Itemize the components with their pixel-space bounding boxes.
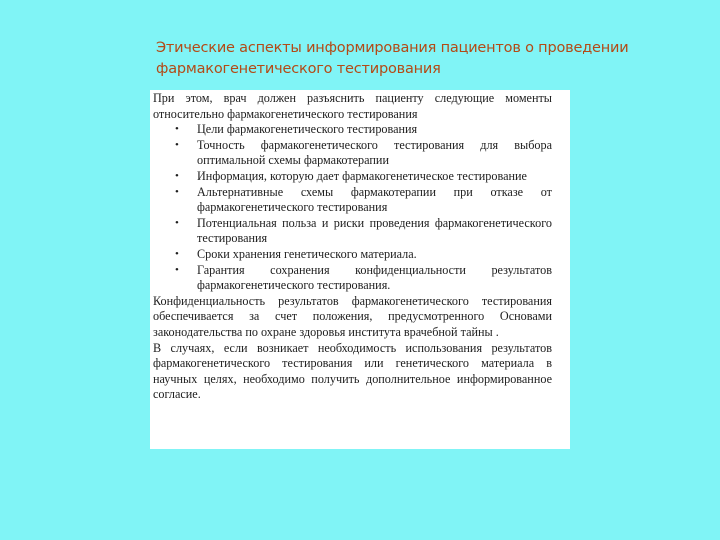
- list-item: [153, 185, 552, 216]
- list-item-text: Гарантия сохранения конфиденциальности результатов фармакогенетического тестирования.: [197, 262, 552, 293]
- slide-title: Этические аспекты информирования пациентов о проведении фармакогенетического тестирования: [156, 40, 629, 77]
- list-item-text: Потенциальная польза и риски проведения фармакогенетического тестирования: [197, 215, 552, 246]
- list-item: [153, 169, 552, 185]
- bullet-icon: •: [175, 138, 179, 151]
- list-item-text: Точность фармакогенетического тестирования для выбора оптимальной схемы фармакотерапии: [197, 137, 552, 168]
- list-item-text: Информация, которую дает фармакогенетическое тестирование: [197, 168, 527, 183]
- consent-paragraph: В случаях, если возникает необходимость использования результатов фармакогенетического тестирования или генетического материала в научных целях, необходимо получить дополнительное информированное согласие.: [153, 340, 552, 402]
- list-item: [153, 122, 552, 138]
- confidentiality-paragraph: Конфиденциальность результатов фармакогенетического тестирования обеспечивается за счет положения, предусмотренного Основами законодательства по охране здоровья института врачебной тайны .: [153, 293, 552, 339]
- scanned-document: [150, 90, 570, 449]
- list-item: [153, 263, 552, 294]
- list-item-text: Альтернативные схемы фармакотерапии при отказе от фармакогенетического тестирования: [197, 184, 552, 215]
- list-item-text: Цели фармакогенетического тестирования: [197, 122, 418, 137]
- bullet-icon: •: [175, 123, 179, 136]
- list-item: [153, 138, 552, 169]
- list-item-text: Сроки хранения генетического материала.: [197, 246, 417, 261]
- bullet-icon: •: [175, 263, 179, 276]
- bullet-icon: •: [175, 185, 179, 198]
- bullet-icon: •: [175, 216, 179, 229]
- list-item: [153, 247, 552, 263]
- bullet-list: [153, 122, 552, 294]
- document-intro: При этом, врач должен разъяснить пациенту следующие моменты относительно фармакогенетического тестирования: [153, 91, 552, 121]
- bullet-icon: •: [175, 169, 179, 182]
- list-item: [153, 216, 552, 247]
- bullet-icon: •: [175, 247, 179, 260]
